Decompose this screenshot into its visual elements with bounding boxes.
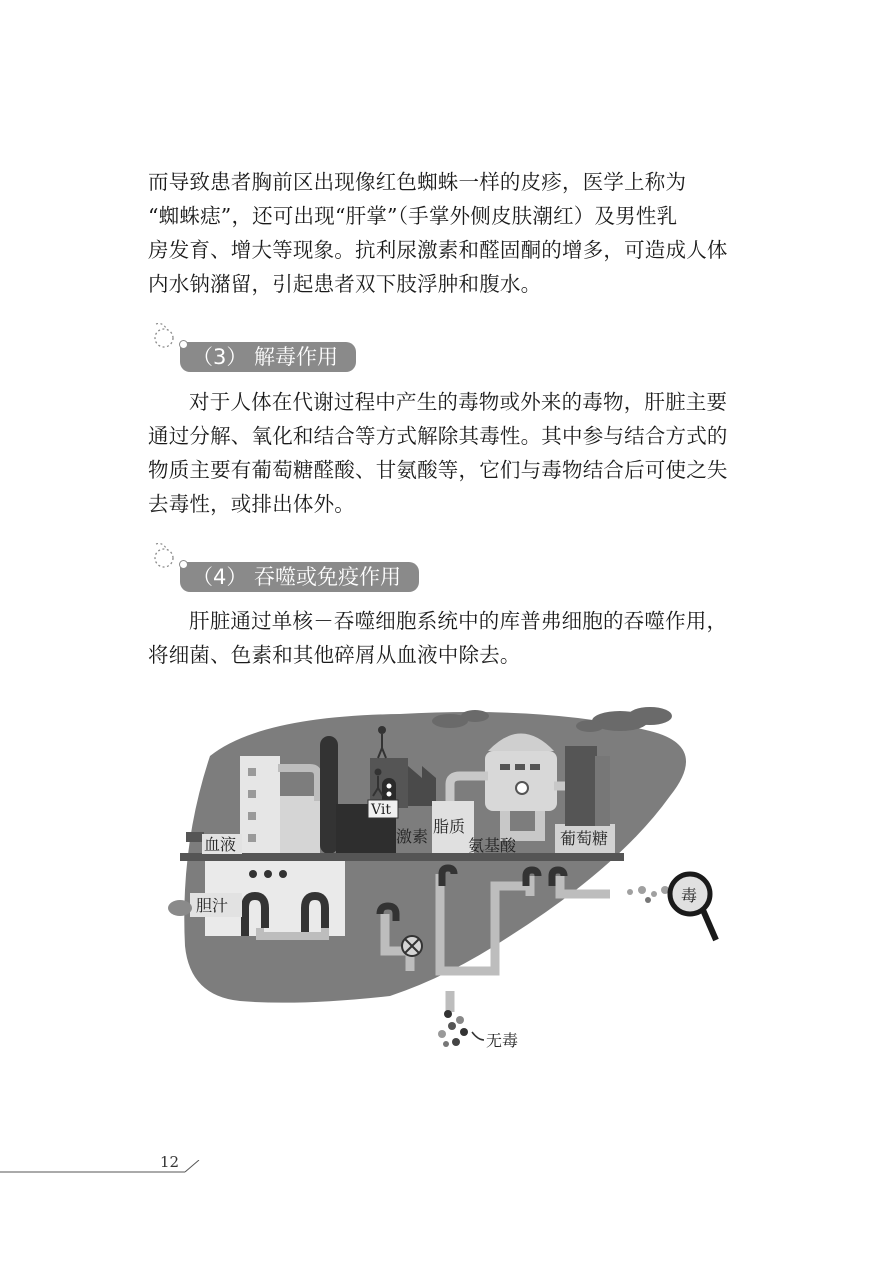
label-hormone: 激素 <box>396 827 429 846</box>
bullet-dot-icon <box>179 560 188 569</box>
factory-shelf <box>180 853 624 861</box>
label-bile: 胆汁 <box>196 896 229 915</box>
text-line: 对于人体在代谢过程中产生的毒物或外来的毒物，肝脏主要 <box>189 390 728 414</box>
label-glucose: 葡萄糖 <box>560 829 609 848</box>
toxin-particles <box>627 886 669 903</box>
label-toxin: 毒 <box>681 886 698 905</box>
label-amino-acid: 氨基酸 <box>468 836 517 855</box>
label-blood: 血液 <box>204 835 237 854</box>
text-line: 将细菌、色素和其他碎屑从血液中除去。 <box>148 643 521 667</box>
output-particles <box>438 1010 468 1047</box>
page-number: 12 <box>160 1153 180 1171</box>
section-heading-phagocytosis <box>152 540 422 600</box>
text-line: 房发育、增大等现象。抗利尿激素和醛固酮的增多，可造成人体 <box>148 238 728 262</box>
label-lipid: 脂质 <box>433 817 466 836</box>
dotted-circle-icon <box>152 320 180 350</box>
paragraph-detox <box>148 385 744 521</box>
paragraph-continuation <box>148 165 744 301</box>
text-line: 而导致患者胸前区出现像红色蜘蛛一样的皮疹，医学上称为 <box>148 170 687 194</box>
text-line: 肝脏通过单核－吞噬细胞系统中的库普弗细胞的吞噬作用， <box>189 609 728 633</box>
paragraph-phagocytosis <box>148 604 744 672</box>
dotted-circle-icon <box>152 540 180 570</box>
liver-factory-illustration <box>150 696 740 1066</box>
section-heading-label: （4） 吞噬或免疫作用 <box>180 562 419 592</box>
label-non-toxic: 无毒 <box>486 1031 519 1050</box>
text-line: 去毒性，或排出体外。 <box>148 492 355 516</box>
text-line: “蜘蛛痣”，还可出现“肝掌”（手掌外侧皮肤潮红）及男性乳 <box>148 204 678 228</box>
bullet-dot-icon <box>179 340 188 349</box>
section-heading-detox <box>152 320 422 380</box>
section-heading-label: （3） 解毒作用 <box>180 342 356 372</box>
text-line: 内水钠潴留，引起患者双下肢浮肿和腹水。 <box>148 272 542 296</box>
text-line: 通过分解、氧化和结合等方式解除其毒性。其中参与结合方式的 <box>148 424 728 448</box>
text-line: 物质主要有葡萄糖醛酸、甘氨酸等，它们与毒物结合后可使之失 <box>148 458 728 482</box>
label-vit: Vit <box>371 802 391 818</box>
